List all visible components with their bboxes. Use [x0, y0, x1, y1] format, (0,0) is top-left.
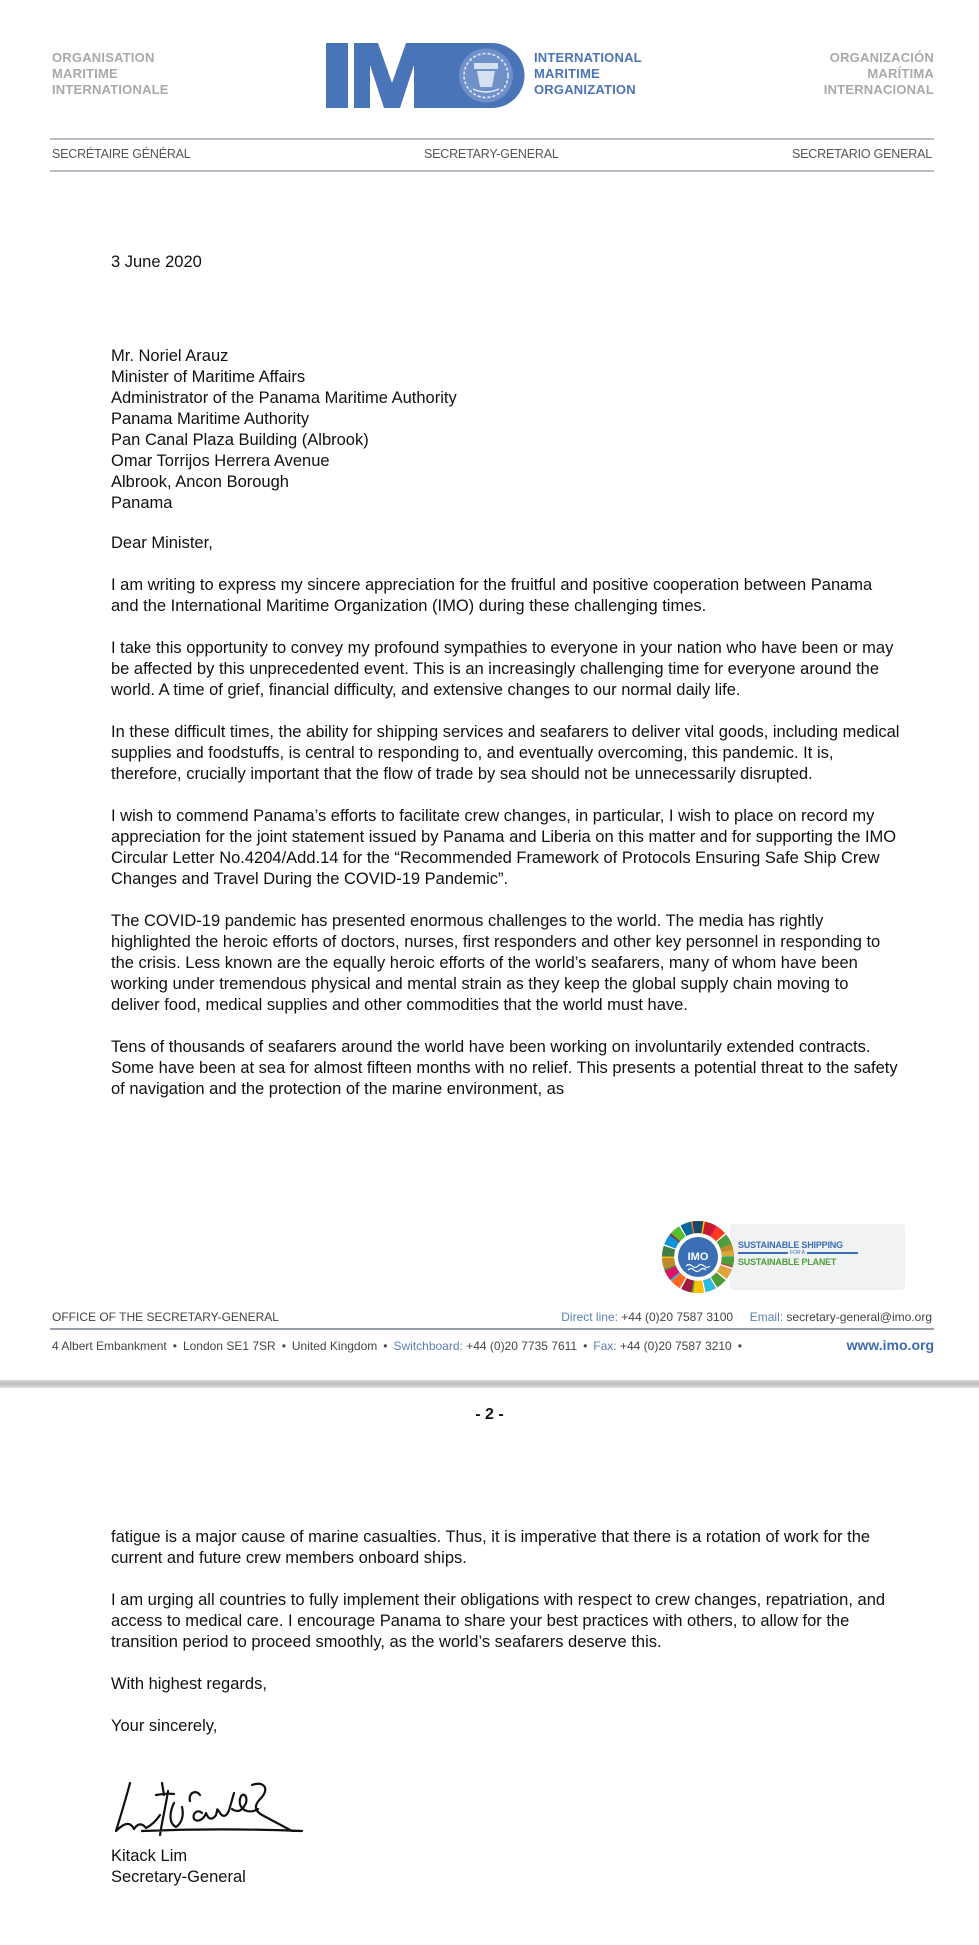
sdg-line-1: SUSTAINABLE SHIPPING	[738, 1240, 843, 1250]
letterhead-french-line: INTERNATIONALE	[52, 82, 169, 97]
sdg-line-2: SUSTAINABLE PLANET	[738, 1257, 837, 1267]
fax-number: +44 (0)20 7587 3210	[619, 1339, 732, 1353]
letterhead-english-line: MARITIME	[534, 66, 600, 81]
secretary-general-titles	[52, 147, 932, 161]
direct-line-number: +44 (0)20 7587 3100	[621, 1310, 734, 1324]
letterhead-french	[52, 50, 169, 98]
footer-address-text	[52, 1339, 748, 1353]
imo-logo	[326, 43, 661, 108]
recipient-line: Albrook, Ancon Borough	[111, 473, 289, 491]
letterhead-english-line: ORGANIZATION	[534, 82, 636, 97]
letterhead-english-line: INTERNATIONAL	[534, 50, 642, 65]
letter-body-page-2	[111, 1527, 901, 1758]
body-paragraph: fatigue is a major cause of marine casualties. Thus, it is imperative that there is a rotation of work for the current and future crew members onboard ships.	[111, 1528, 871, 1567]
recipient-address	[111, 346, 901, 514]
email-link[interactable]: secretary-general@imo.org	[786, 1310, 932, 1324]
letterhead-french-line: MARITIME	[52, 66, 118, 81]
signatory-title: Secretary-General	[111, 1868, 246, 1886]
closing-regards: With highest regards,	[111, 1675, 267, 1693]
recipient-line: Administrator of the Panama Maritime Authority	[111, 389, 457, 407]
recipient-name: Mr. Noriel Arauz	[111, 347, 229, 365]
header-rule-top	[50, 138, 934, 140]
letterhead-spanish-line: INTERNACIONAL	[823, 82, 934, 97]
email-label: Email:	[749, 1310, 784, 1324]
body-paragraph: The COVID-19 pandemic has presented enormous challenges to the world. The media has rightly highlighted the heroic efforts of doctors, nurses, first responders and other key personnel in responding to the crisis. Less known are the equally heroic efforts of the world’s seafarers, many of whom have been working under tremendous physical and mental strain as they keep the global supply chain moving to deliver food, medical supplies and other commodities that the world must have.	[111, 912, 881, 1014]
footer-office: OFFICE OF THE SECRETARY-GENERAL	[52, 1310, 279, 1324]
page-number: - 2 -	[475, 1406, 504, 1423]
recipient-line: Panama	[111, 494, 173, 512]
signatory-block	[111, 1846, 901, 1888]
letterhead-spanish	[824, 50, 934, 98]
address-street: 4 Albert Embankment	[52, 1339, 167, 1353]
title-english: SECRETARY-GENERAL	[424, 147, 559, 161]
imo-emblem-icon	[326, 43, 526, 108]
body-paragraph: In these difficult times, the ability for shipping services and seafarers to deliver vital goods, including medical supplies and foodstuffs, is central to responding to, and eventually overcoming, this pandemic. It is, therefore, crucially important that the flow of trade by sea should not be unnecessarily disrupted.	[111, 723, 900, 783]
footer-contact	[561, 1310, 932, 1324]
recipient-line: Omar Torrijos Herrera Avenue	[111, 452, 330, 470]
page-separator	[0, 1380, 979, 1388]
signatory-name: Kitack Lim	[111, 1847, 188, 1865]
title-french: SECRÉTAIRE GÉNÉRAL	[52, 147, 191, 161]
footer-address	[52, 1337, 934, 1353]
separator: •	[583, 1339, 588, 1353]
body-paragraph: I am writing to express my sincere appreciation for the fruitful and positive cooperation between Panama and the International Maritime Organization (IMO) during these challenging times.	[111, 576, 873, 615]
signature-icon	[112, 1773, 352, 1843]
letterhead-english	[534, 50, 642, 98]
address-city: London SE1 7SR	[182, 1339, 276, 1353]
address-country: United Kingdom	[291, 1339, 378, 1353]
recipient-line: Minister of Maritime Affairs	[111, 368, 306, 386]
sustainable-shipping-badge	[660, 1218, 910, 1296]
separator: •	[172, 1339, 177, 1353]
separator: •	[737, 1339, 742, 1353]
closing-sincerely: Your sincerely,	[111, 1717, 218, 1735]
salutation: Dear Minister,	[111, 534, 213, 552]
recipient-line: Panama Maritime Authority	[111, 410, 310, 428]
letter-body-page-1	[111, 533, 901, 1121]
title-spanish: SECRETARIO GENERAL	[792, 147, 932, 161]
header-rule-bottom	[50, 170, 934, 172]
body-paragraph: Tens of thousands of seafarers around the world have been working on involuntarily extended contracts. Some have been at sea for almost fifteen months with no relief. This presents a potential threat to the safety of navigation and the protection of the marine environment, as	[111, 1038, 898, 1098]
body-paragraph: I take this opportunity to convey my profound sympathies to everyone in your nation who have been or may be affected by this unprecedented event. This is an increasingly challenging time for everyone around the world. A time of grief, financial difficulty, and extensive changes to our normal daily life.	[111, 639, 894, 699]
letterhead-french-line: ORGANISATION	[52, 50, 155, 65]
recipient-line: Pan Canal Plaza Building (Albrook)	[111, 431, 369, 449]
svg-text:IMO: IMO	[687, 1251, 709, 1263]
switchboard-number: +44 (0)20 7735 7611	[466, 1339, 578, 1353]
website-link[interactable]: www.imo.org	[846, 1337, 934, 1353]
letterhead-spanish-line: MARÍTIMA	[867, 66, 934, 81]
direct-line-label: Direct line:	[561, 1310, 618, 1324]
sdg-line-small: FOR A	[790, 1250, 806, 1256]
letter-date: 3 June 2020	[111, 253, 202, 271]
fax-label: Fax:	[593, 1339, 617, 1353]
separator: •	[383, 1339, 388, 1353]
body-paragraph: I am urging all countries to fully implement their obligations with respect to crew changes, repatriation, and access to medical care. I encourage Panama to share your best practices with others, to allow for the transition period to proceed smoothly, as the world’s seafarers deserve this.	[111, 1591, 886, 1651]
body-paragraph: I wish to commend Panama’s efforts to facilitate crew changes, in particular, I wish to place on record my appreciation for the joint statement issued by Panama and Liberia on this matter and for supporting the IMO Circular Letter No.4204/Add.14 for the “Recommended Framework of Protocols Ensuring Safe Ship Crew Changes and Travel During the COVID-19 Pandemic”.	[111, 807, 897, 888]
letterhead-spanish-line: ORGANIZACIÓN	[829, 50, 934, 65]
separator: •	[281, 1339, 286, 1353]
footer-rule	[50, 1328, 934, 1330]
switchboard-label: Switchboard:	[393, 1339, 463, 1353]
